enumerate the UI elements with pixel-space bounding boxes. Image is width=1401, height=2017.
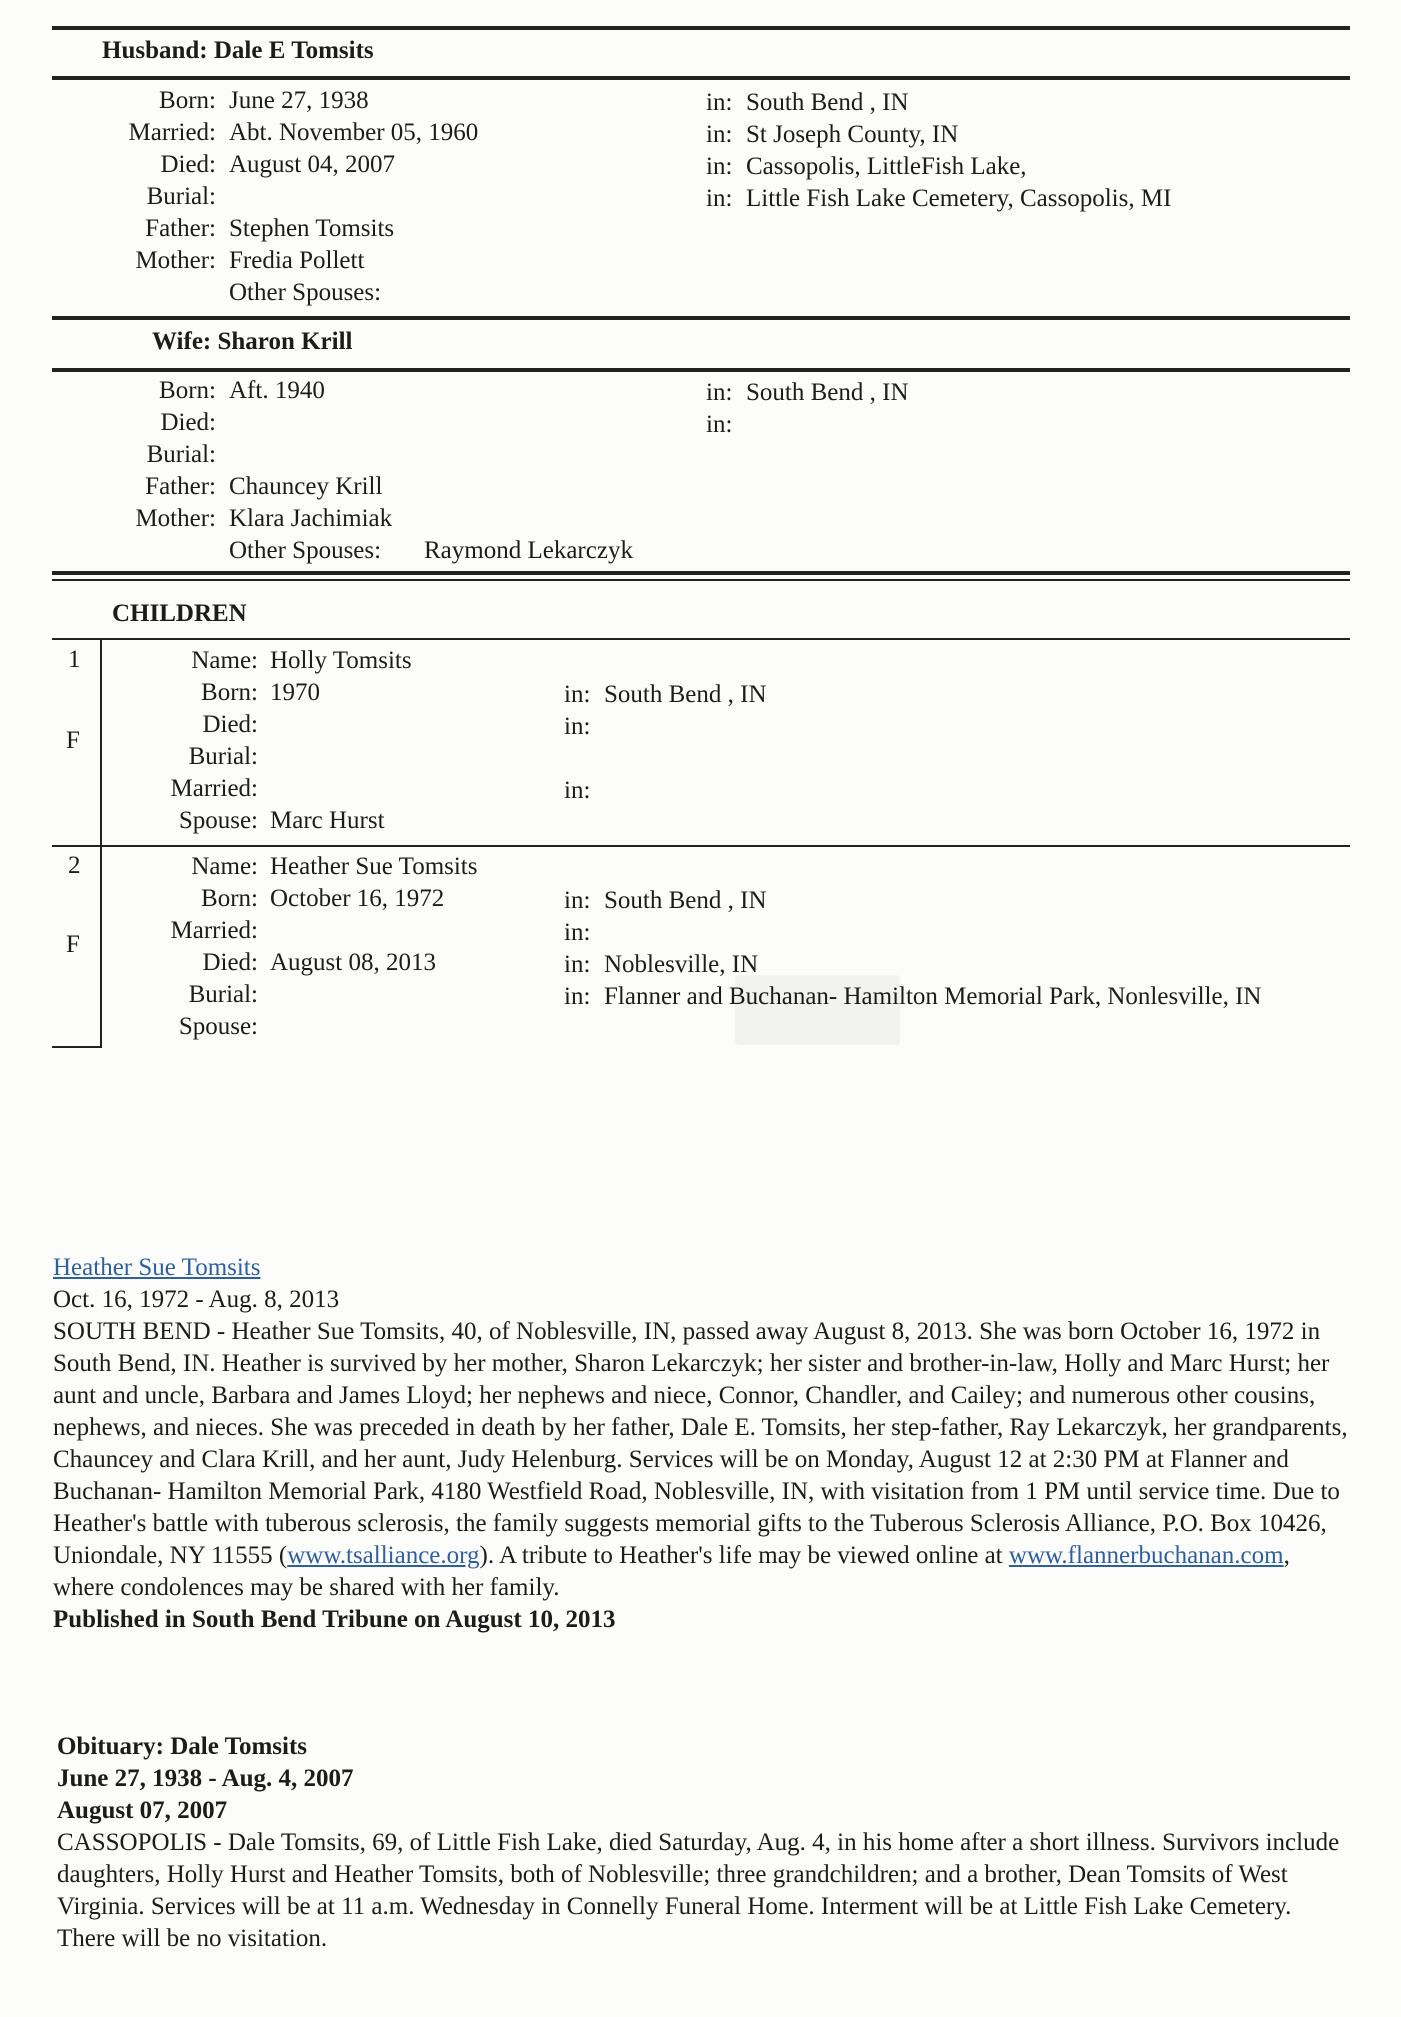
- wife-died-in-label: in:: [706, 411, 733, 438]
- obituary-dale-title: Obituary: Dale Tomsits: [57, 1733, 308, 1760]
- obituary-dale: [57, 1731, 1348, 1955]
- husband-father-label: Father:: [145, 215, 216, 242]
- child-1-married-in-label: in:: [564, 777, 591, 804]
- children-header-rule: [52, 638, 1350, 640]
- child-2-burial-place: Flanner and Buchanan- Hamilton Memorial Park, Nonlesville, IN: [604, 983, 1262, 1010]
- obituary-heather-published: Published in South Bend Tribune on August 10, 2013: [53, 1606, 616, 1633]
- wife-other-spouses-value: Raymond Lekarczyk: [424, 537, 633, 564]
- husband-married-in-label: in:: [706, 121, 733, 148]
- child-2-died-in-label: in:: [564, 951, 591, 978]
- husband-married-place: St Joseph County, IN: [746, 121, 959, 148]
- children-column-divider: [100, 640, 102, 1048]
- wife-born-place: South Bend , IN: [746, 379, 909, 406]
- wife-mother-value: Klara Jachimiak: [229, 505, 393, 532]
- obituary-heather-body-text-3: , where condolences may be shared with her family.: [53, 1542, 1290, 1601]
- child-1-name-value: Holly Tomsits: [270, 647, 412, 674]
- child-1-born-place: South Bend , IN: [604, 681, 767, 708]
- wife-father-value: Chauncey Krill: [229, 473, 383, 500]
- husband-burial-in-label: in:: [706, 185, 733, 212]
- child-2-died-label: Died:: [202, 949, 258, 976]
- child-2-married-label: Married:: [170, 917, 258, 944]
- husband-burial-place: Little Fish Lake Cemetery, Cassopolis, MI: [746, 185, 1172, 212]
- child-2-died-value: August 08, 2013: [270, 949, 436, 976]
- wife-rule: [52, 368, 1350, 372]
- husband-died-label: Died:: [160, 151, 216, 178]
- husband-born-in-label: in:: [706, 89, 733, 116]
- obituary-heather-dates: Oct. 16, 1972 - Aug. 8, 2013: [53, 1286, 340, 1313]
- wife-mother-label: Mother:: [135, 505, 216, 532]
- child-2-burial-in-label: in:: [564, 983, 591, 1010]
- child-2-died-place: Noblesville, IN: [604, 951, 759, 978]
- child-2-born-label: Born:: [201, 885, 258, 912]
- husband-father-value: Stephen Tomsits: [229, 215, 395, 242]
- husband-rule: [52, 76, 1350, 80]
- child-2-sex: F: [66, 931, 80, 958]
- child-1-spouse-label: Spouse:: [178, 807, 258, 834]
- child-1-born-value: 1970: [270, 679, 320, 706]
- children-separator: [52, 845, 1350, 847]
- husband-other-spouses-label: Other Spouses:: [229, 279, 382, 306]
- child-2-born-place: South Bend , IN: [604, 887, 767, 914]
- child-1-burial-label: Burial:: [188, 743, 258, 770]
- child-2-married-in-label: in:: [564, 919, 591, 946]
- obituary-heather-body-text-1: SOUTH BEND - Heather Sue Tomsits, 40, of Noblesville, IN, passed away August 8, 2013. She was born October 16, 1972 in South Bend, IN. Heather is survived by her mother, Sharon Lekarczyk; her sister and brother-in-law, Holly and Marc Hurst; her aunt and uncle, Barbara and James Lloyd; her nephews and niece, Connor, Chandler, and Cailey; and numerous other cousins, nephews, and nieces. She was preceded in death by her father, Dale E. Tomsits, her step-father, Ray Lekarczyk, her grandparents, Chauncey and Clara Krill, and her aunt, Judy Helenburg. Services will be on Monday, August 12 at 2:30 PM at Flanner and Buchanan- Hamilton Memorial Park, 4180 Westfield Road, Noblesville, IN, with visitation from 1 PM until service time. Due to Heather's battle with tuberous sclerosis, the family suggests memorial gifts to the Tuberous Sclerosis Alliance, P.O. Box 10426, Uniondale, NY 11555 (: [53, 1318, 1348, 1569]
- husband-married-label: Married:: [128, 119, 216, 146]
- child-1-name-label: Name:: [191, 647, 258, 674]
- obituary-heather: [53, 1252, 1348, 1636]
- husband-heading: [102, 35, 374, 67]
- wife-died-label: Died:: [160, 409, 216, 436]
- child-1-sex: F: [66, 727, 80, 754]
- husband-name: Dale E Tomsits: [213, 37, 374, 64]
- obituary-dale-body: CASSOPOLIS - Dale Tomsits, 69, of Little Fish Lake, died Saturday, Aug. 4, in his home after a short illness. Survivors include daughters, Holly Hurst and Heather Tomsits, both of Noblesville; three grandchildren; and a brother, Dean Tomsits of West Virginia. Services will be at 11 a.m. Wednesday in Connelly Funeral Home. Interment will be at Little Fish Lake Cemetery. There will be no visitation.: [57, 1829, 1340, 1952]
- obituary-heather-title-link[interactable]: Heather Sue Tomsits: [53, 1254, 261, 1281]
- husband-mother-value: Fredia Pollett: [229, 247, 365, 274]
- wife-name: Sharon Krill: [217, 328, 353, 355]
- child-2-born-in-label: in:: [564, 887, 591, 914]
- child-1-spouse-value: Marc Hurst: [270, 807, 385, 834]
- husband-born-label: Born:: [159, 87, 216, 114]
- wife-top-rule: [52, 316, 1350, 320]
- child-1-died-in-label: in:: [564, 713, 591, 740]
- husband-born-value: June 27, 1938: [229, 87, 369, 114]
- paper-smudge: [735, 975, 900, 1045]
- child-2-number: 2: [68, 852, 81, 879]
- obituary-dale-date: August 07, 2007: [57, 1797, 228, 1824]
- tsalliance-link[interactable]: www.tsalliance.org: [287, 1542, 480, 1569]
- obituary-heather-body: [53, 1316, 1348, 1604]
- husband-mother-label: Mother:: [135, 247, 216, 274]
- wife-born-value: Aft. 1940: [229, 377, 325, 404]
- wife-heading: [152, 326, 353, 358]
- child-1-number: 1: [68, 646, 81, 673]
- husband-heading-label: Husband:: [102, 37, 208, 64]
- children-double-rule-2: [52, 579, 1350, 581]
- children-bottom-rule: [52, 1046, 102, 1048]
- obituary-heather-body-text-2: ). A tribute to Heather's life may be viewed online at: [479, 1542, 1009, 1569]
- wife-father-label: Father:: [145, 473, 216, 500]
- wife-heading-label: Wife:: [152, 328, 212, 355]
- husband-died-place: Cassopolis, LittleFish Lake,: [746, 153, 1027, 180]
- wife-born-in-label: in:: [706, 379, 733, 406]
- husband-died-value: August 04, 2007: [229, 151, 395, 178]
- children-heading: CHILDREN: [112, 600, 247, 627]
- children-double-rule-1: [52, 571, 1350, 575]
- child-1-married-label: Married:: [170, 775, 258, 802]
- husband-burial-label: Burial:: [146, 183, 216, 210]
- husband-married-value: Abt. November 05, 1960: [229, 119, 479, 146]
- child-2-burial-label: Burial:: [188, 981, 258, 1008]
- husband-born-place: South Bend , IN: [746, 89, 909, 116]
- child-1-born-in-label: in:: [564, 681, 591, 708]
- wife-burial-label: Burial:: [146, 441, 216, 468]
- husband-died-in-label: in:: [706, 153, 733, 180]
- child-1-died-label: Died:: [202, 711, 258, 738]
- wife-born-label: Born:: [159, 377, 216, 404]
- top-rule: [52, 26, 1350, 30]
- wife-other-spouses-label: Other Spouses:: [229, 537, 382, 564]
- child-2-born-value: October 16, 1972: [270, 885, 445, 912]
- child-1-born-label: Born:: [201, 679, 258, 706]
- obituary-dale-dates: June 27, 1938 - Aug. 4, 2007: [57, 1765, 354, 1792]
- child-2-name-label: Name:: [191, 853, 258, 880]
- child-2-name-value: Heather Sue Tomsits: [270, 853, 478, 880]
- flannerbuchanan-link[interactable]: www.flannerbuchanan.com: [1008, 1542, 1284, 1569]
- child-2-spouse-label: Spouse:: [178, 1013, 258, 1040]
